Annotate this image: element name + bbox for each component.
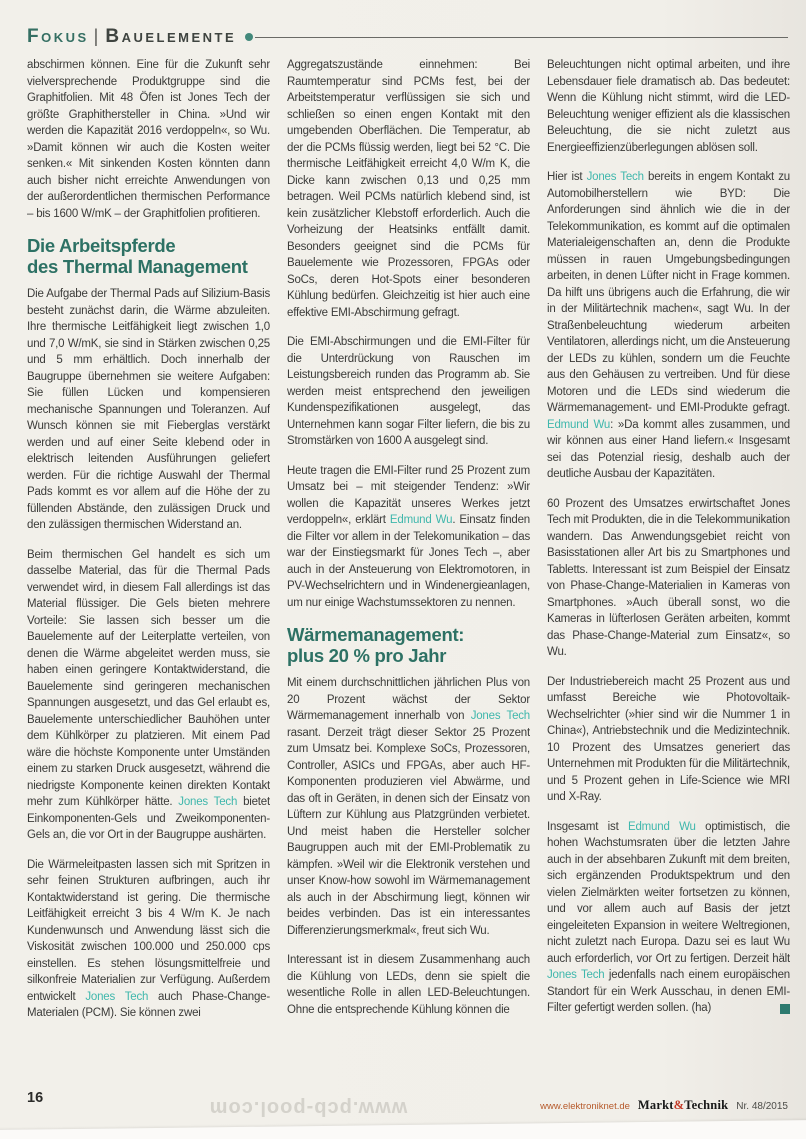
text-run: optimistisch, die hohen Wachstumsraten über die letzten Jahre auch in der absehbaren Zukunft mit dem breiten, sich ergänzenden Produktspektrum und den vielen Zielmärkten weiter fortsetzen zu können, und vor allem auch auf Basis der jetzt eingeleiteten Expansion in weitere Weltregionen, nicht zuletzt nach Europa. Dazu sei es laut Wu auch erforderlich, vor Ort zu fertigen. Derzeit hält <box>547 820 790 965</box>
text-run: Interessant ist in diesem Zusammenhang auch die Kühlung von LEDs, denn sie spielt die wesentliche Rolle in allen LED-Beleuchtungen. Ohne die entsprechende Kühlung können die <box>287 954 530 1016</box>
header-divider: | <box>93 25 99 46</box>
text-run: : »Da kommt alles zusammen, und wir können aus einer Hand liefern.« Insgesamt sei das Potenzial riesig, deshalb auch der deutliche Ausbau der Kapazitäten. <box>547 418 790 480</box>
header-topic-label: Bauelemente <box>105 26 237 47</box>
article-column <box>547 57 790 1085</box>
text-run: Mit einem durchschnittlichen jährlichen Plus von 20 Prozent wächst der Sektor Wärmemanagement innerhalb von <box>287 677 530 722</box>
company-name-highlight: Jones Tech <box>470 710 530 722</box>
article-column <box>287 57 530 1085</box>
header-section-label: Fokus <box>27 26 89 47</box>
page-number: 16 <box>27 1090 44 1106</box>
paragraph <box>27 286 270 534</box>
paragraph <box>547 496 790 661</box>
text-run: bietet Einkomponenten-Gels und Zweikomponenten-Gels an, die vor Ort in der Baugruppe aushärten. <box>27 796 270 841</box>
paragraph <box>287 334 530 450</box>
watermark: www.pcb-pool.com <box>208 1097 408 1119</box>
paragraph <box>287 57 530 321</box>
header-accent-dot-icon <box>245 33 253 41</box>
section-heading <box>287 624 530 666</box>
text-run: Beleuchtungen nicht optimal arbeiten, und ihre Lebensdauer fiele dramatisch ab. Das bedeutet: Wenn die Kühlung nicht stimmt, wird die LED-Beleuchtung weniger effizient als die klassischen Beleuchtung, die sie nicht zuletzt aus Energieeffizienzüberlegungen ablösen soll. <box>547 59 790 154</box>
paragraph <box>27 547 270 844</box>
footer-magazine-post: Technik <box>684 1098 729 1112</box>
article-column <box>27 57 270 1085</box>
text-run: 60 Prozent des Umsatzes erwirtschaftet Jones Tech mit Produkten, die in die Telekommunikation wandern. Das Anwendungsgebiet reicht von Basisstationen aller Art bis zu Smartphones und Tabletts. Interessant ist zum Beispiel der Einsatz von Phase-Change-Materialien in Kameras von Smartphones. »Auch überall sonst, wo die Kameras in lüfterlosen Geräten arbeiten, kommt das Phase-Change-Material zum Einsatz«, so Wu. <box>547 497 790 658</box>
text-run: Die Wärmeleitpasten lassen sich mit Spritzen in sehr feinen Strukturen aufbringen, auch ihr Kontaktwiderstand ist gering. Die thermische Leitfähigkeit erreicht 3 bis 4 W/m K. Je nach Kundenwunsch und Anwendung lässt sich die Viskosität zwischen 100.000 und 250.000 cps einstellen. Es stehen lösungsmittelfreie und silkonfreie Materialien zur Verfügung. Außerdem entwickelt <box>27 858 270 1003</box>
company-name-highlight: Jones Tech <box>85 990 149 1003</box>
footer-magazine-ampersand: & <box>673 1098 685 1112</box>
text-run: Aggregatszustände einnehmen: Bei Raumtemperatur sind PCMs fest, bei der Arbeitstemperatur verflüssigen sie sich und schließen so einen engen Kontakt mit den umgebenden Oberflächen. Die Temperatur, ab der die PCMs flüssig werden, liegt bei 52 °C. Die thermische Leitfähigkeit erreicht 4,0 W/m K, die Dicke kann zwischen 0,13 und 0,25 mm betragen. Weil PCMs natürlich klebend sind, ist kein zusätzlicher Klebstoff erforderlich. Auch die Vorheizung der Heatsinks entfällt damit. Besonders geeignet sind die PCMs für Bauelemente wie Prozessoren, FPGAs oder SoCs, deren Hot-Spots einer besonderen Kühlung bedürfen. Gleichzeitig ist hier auch eine effektive EMI-Abschirmung gefragt. <box>287 59 530 319</box>
text-run: auch Phase-Change-Materialen (PCM). Sie können zwei <box>27 990 270 1019</box>
footer-issue: Nr. 48/2015 <box>736 1101 788 1112</box>
paragraph <box>547 819 790 1017</box>
person-name-highlight: Edmund Wu <box>547 418 611 431</box>
text-run: Insgesamt ist <box>547 820 629 833</box>
text-run: rasant. Derzeit trägt dieser Sektor 25 Prozent zum Umsatz bei. Komplexe SoCs, Prozessoren, Controller, ASICs und FPGAs, aber auch HF-Komponenten produzieren viel Abwärme, und das oft in Geräten, in denen sich der Einsatz von Lüftern zur Kühlung aus Platzgründen verbietet. Und meist haben die Hersteller solcher Baugruppen auch mit der EMI-Problematik zu kämpfen. »Weil wir die Elektronik verstehen und unser Know-how sowohl im Wärmemanagement als auch in der Abschirmung liegt, können wir beides verbinden. Das ist ein interessantes Differenzierungsmerkmal«, freut sich Wu. <box>287 726 530 937</box>
section-heading-line: plus 20 % pro Jahr <box>287 645 447 666</box>
header-rule <box>255 37 788 38</box>
company-name-highlight: Jones Tech <box>547 969 605 981</box>
text-run: Hier ist <box>547 171 587 183</box>
text-run: abschirmen können. Eine für die Zukunft sehr vielversprechende Produktgruppe sind die Graphitfolien. Mit 48 Öfen ist Jones Tech der größte Graphithersteller in China. »Und wir werden die Kapazität 2016 verdoppeln«, so Wu. »Damit können wir auch die Kosten weiter senken.« Mit sinkenden Kosten könnten dann auch bisher nicht erreichte Anwendungen von der außerordentlichen thermischen Performance – bis 1600 W/mK – der Graphitfolien profitieren. <box>27 59 270 220</box>
text-run: jedenfalls nach einem europäischen Standort für ein Werk Ausschau, in denen EMI-Filter gefertigt werden sollen. (ha) <box>547 969 790 1014</box>
footer-magazine-name <box>638 1098 728 1113</box>
paragraph <box>547 674 790 806</box>
company-name-highlight: Jones Tech <box>586 171 644 183</box>
paragraph <box>287 463 530 612</box>
person-name-highlight: Edmund Wu <box>628 820 696 833</box>
page-header <box>27 26 788 48</box>
footer-website: www.elektroniknet.de <box>540 1101 630 1112</box>
paragraph <box>547 57 790 156</box>
end-of-article-marker <box>780 1004 790 1014</box>
text-run: . Einsatz finden die Filter vor allem in der Telekomunikation – das war der Einstiegsmarkt für Jones Tech –, aber auch in der Ansteuerung von Elektromotoren, in PV-Wechselrichtern und in Windenergieanlagen, um nur einige Wachstumssektoren zu nennen. <box>287 514 530 609</box>
section-heading-line: des Thermal Management <box>27 256 248 277</box>
text-run: bereits in engem Kontakt zu Automobilherstellern wie BYD: Die Anforderungen sind ähnlich wie die in der Telekommunikation, es kommt auf die optimalen Materialeigenschaften an, denn die Produkte müssen in rauen Umgebungsbedingungen arbeiten, in denen Lüfter nicht in Frage kommen. Da hilft uns übrigens auch die Erfahrung, die wir in der Militärtechnik machen«, sagt Wu. In der Straßenbeleuchtung wiederum arbeiten Ventilatoren, allerdings nicht, um die Ansteuerung der LEDs zu kühlen, sondern um die Feuchte aus den Gehäusen zu vertreiben. Und für diese Motoren und die LEDs sind wiederum die Wärmemanagement- und EMI-Produkte gefragt. <box>547 171 790 414</box>
paragraph <box>27 57 270 222</box>
article-body <box>27 57 790 1085</box>
footer-magazine-pre: Markt <box>637 1098 674 1112</box>
text-run: Die Aufgabe der Thermal Pads auf Silizium-Basis besteht zunächst darin, die Wärme abzuleiten. Ihre thermische Leitfähigkeit liegt zwischen 1,0 und 7,0 W/mK, sie sind in Stärken zwischen 0,25 und 5 mm erhältlich. Doch innerhalb der Baugruppe übernehmen sie weitere Aufgaben: Sie füllen Lücken und kompensieren mechanische Spannungen und Toleranzen. Auf Wunsch können sie mit Fieberglas verstärkt werden und auf einer Seite klebend oder in elektrisch leitenden Ausführungen geliefert werden. Für die richtige Auswahl der Thermal Pads kommt es vor allem auf die Höhe der zu füllenden Abstände, den zulässigen Druck und den zulässigen thermischen Widerstand an. <box>27 288 270 531</box>
footer-credits <box>540 1098 788 1113</box>
text-run: Der Industriebereich macht 25 Prozent aus und umfasst Bereiche wie Photovoltaik-Wechselrichter (»hier sind wir die Nummer 1 in China«), Antriebstechnik und die Medizintechnik. 10 Prozent des Umsatzes generiert das Unternehmen mit Produkten für die Militärtechnik, und 5 Prozent gehen in Life-Science wie MRI und X-Ray. <box>547 675 790 803</box>
text-run: Beim thermischen Gel handelt es sich um dasselbe Material, das für die Thermal Pads verwendet wird, in diesem Fall allerdings ist das Material flüssiger. Die Gels bieten mehrere Vorteile: Sie lassen sich besser um die Bauelemente auf der Leiterplatte verteilen, von denen die Wärme abgeleitet werden muss, sie haben einen geringere Kontaktwiderstand, die Bauelemente sind geringeren mechanischen Spannungen ausgesetzt, und das Gel erlaubt es, Bauelemente unterschiedlicher Bauhöhen unter dem Kühlkörper zu platzieren. Mit einem Pad wäre die höchste Komponente unter Umständen einem zu starken Druck ausgesetzt, während die niedrigste Komponente keinen direkten Kontakt mehr zum Kühlkörper hätte. <box>27 548 270 808</box>
person-name-highlight: Edmund Wu <box>389 514 453 526</box>
paragraph <box>27 857 270 1022</box>
section-heading-line: Die Arbeitspferde <box>27 235 176 256</box>
paragraph <box>547 169 790 483</box>
paragraph <box>287 675 530 939</box>
paper-edge <box>0 1120 806 1139</box>
paragraph <box>287 952 530 1018</box>
section-heading <box>27 235 270 277</box>
section-heading-line: Wärmemanagement: <box>287 624 465 645</box>
text-run: Die EMI-Abschirmungen und die EMI-Filter für die Unterdrückung von Rauschen im Leistungsbereich runden das Programm ab. Sie werden meist entsprechend den jeweiligen Kundenspezifikationen ausgelegt, das Unternehmen kann sogar Filter liefern, die bis zu Stromstärken von 1600 A ausgelegt sind. <box>287 336 530 447</box>
company-name-highlight: Jones Tech <box>178 796 238 808</box>
text-run: Heute tragen die EMI-Filter rund 25 Prozent zum Umsatz bei – mit steigender Tendenz: »Wir wollen die Kapazität unseres Werkes jetzt verdoppeln«, erklärt <box>287 464 530 526</box>
